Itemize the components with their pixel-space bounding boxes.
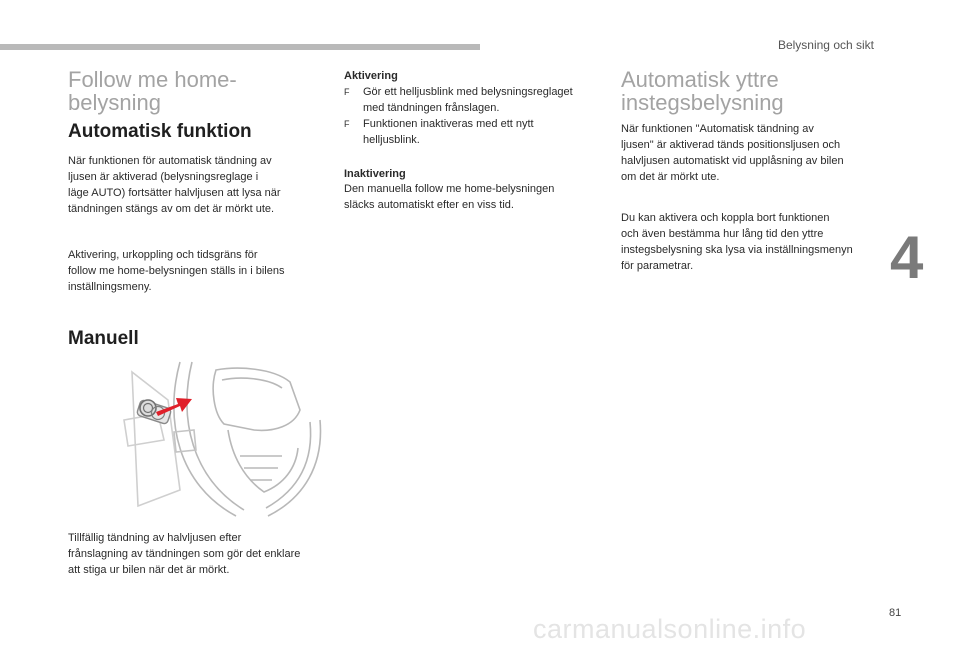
text-line: Aktivering, urkoppling och tidsgräns för [68, 249, 258, 261]
text-line: för parametrar. [621, 260, 694, 272]
entry-paragraph-1 [621, 121, 844, 185]
text-line: När funktionen för automatisk tändning av [68, 155, 272, 167]
auto-paragraph-1 [68, 153, 281, 217]
running-title: Belysning och sikt [777, 38, 874, 52]
text-line: frånslagning av tändningen som gör det enklare [68, 548, 301, 560]
text-line: om det är mörkt ute. [621, 171, 720, 183]
entry-paragraph-2 [621, 210, 853, 274]
subtitle-automatic: Automatisk funktion [68, 121, 252, 142]
text-line: När funktionen "Automatisk tändning av [621, 123, 814, 135]
steering-wheel-illustration [68, 360, 328, 518]
title-line: belysning [68, 90, 161, 115]
manual-paragraph [68, 530, 300, 578]
activation-label: Aktivering [344, 70, 398, 82]
text-line: tändningen stängs av om det är mörkt ute. [68, 203, 275, 215]
section-title-entry-lighting [621, 68, 784, 114]
text-line: Tillfällig tändning av halvljusen efter [68, 532, 242, 544]
chapter-number: 4 [890, 224, 924, 291]
deactivation-paragraph [344, 181, 554, 213]
text-line: inställningsmeny. [68, 281, 152, 293]
text-line: och även bestämma hur lång tid den yttre [621, 228, 824, 240]
text-line: Du kan aktivera och koppla bort funktionen [621, 212, 830, 224]
text-line: Funktionen inaktiveras med ett nytt [363, 118, 534, 130]
title-line: instegsbelysning [621, 90, 784, 115]
text-line: släcks automatiskt efter en viss tid. [344, 199, 514, 211]
watermark: carmanualsonline.info [533, 614, 807, 644]
text-line: halvljusen automatiskt vid upplåsning av bilen [621, 155, 844, 167]
title-line: Follow me home- [68, 67, 237, 92]
text-line: follow me home-belysningen ställs in i bilens [68, 265, 285, 277]
text-line: instegsbelysning ska lysa via inställningsmenyn [621, 244, 853, 256]
page-number: 81 [889, 607, 902, 619]
text-line: med tändningen frånslagen. [363, 102, 500, 114]
text-line: Gör ett helljusblink med belysningsreglaget [363, 86, 573, 98]
steering-wheel-icon [124, 362, 321, 516]
text-line: läge AUTO) fortsätter halvljusen att lysa när [68, 187, 281, 199]
bullet-icon: F [344, 87, 350, 97]
deactivation-label: Inaktivering [344, 168, 406, 180]
text-line: ljusen är aktiverad (belysningsreglage i [68, 171, 259, 183]
header-rule [0, 44, 480, 50]
subtitle-manual: Manuell [68, 328, 139, 349]
text-line: ljusen" är aktiverad tänds positionsljusen och [621, 139, 841, 151]
text-line: Den manuella follow me home-belysningen [344, 183, 555, 195]
text-line: helljusblink. [363, 134, 420, 146]
title-line: Automatisk yttre [621, 67, 779, 92]
auto-paragraph-2 [68, 247, 284, 295]
bullet-icon: F [344, 119, 350, 129]
section-title-follow-me [68, 68, 237, 114]
text-line: att stiga ur bilen när det är mörkt. [68, 564, 230, 576]
